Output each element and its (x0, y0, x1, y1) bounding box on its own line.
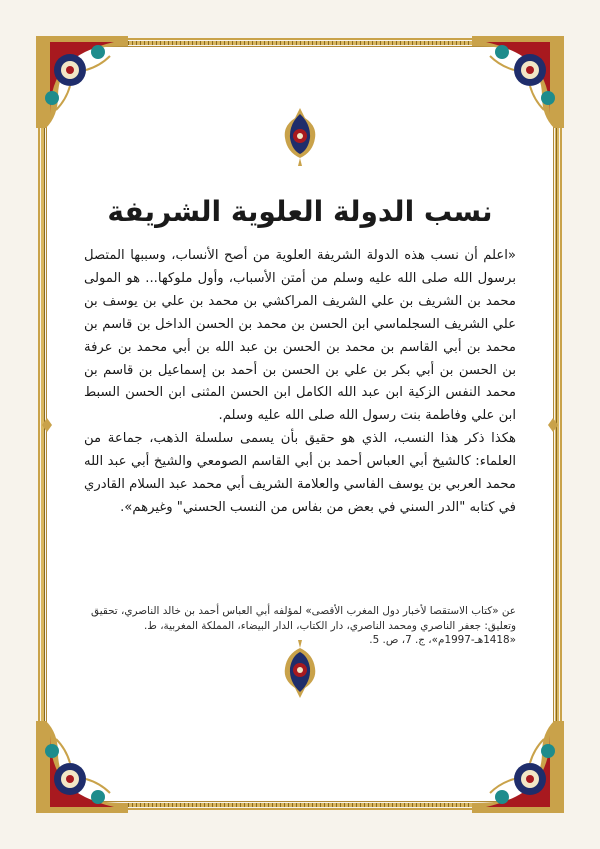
floral-medallion-icon (281, 108, 319, 166)
body-paragraph: هكذا ذكر هذا النسب، الذي هو حقيق بأن يسمى سلسلة الذهب، جماعة من العلماء: كالشيخ أبي العباس أحمد بن أبي القاسم الصومعي والشيخ أبي عبد الله محمد العربي بن يوسف الفاسي والعلامة الشريف أبي محمد عبد السلام القادري في كتابه "الدر السني في بعض من بفاس من النسب الحسني" وغيرهم». (84, 431, 516, 515)
body-paragraph: «اعلم أن نسب هذه الدولة الشريفة العلوية من أصح الأنساب، وسببها المتصل برسول الله صلى الله عليه وسلم من أمتن الأسباب، وأول ملوكها... هو المولى محمد بن الشريف بن علي الشريف المراكشي بن محمد بن علي بن يوسف بن علي الشريف السجلماسي ابن الحسن بن محمد بن الحسن الداخل بن قاسم بن محمد بن أبي القاسم بن محمد بن الحسن بن عبد الله بن أبي محمد بن عرفة بن الحسن بن أبي بكر بن علي بن الحسن بن أحمد بن إسماعيل بن قاسم بن محمد النفس الزكية ابن عبد الله الكامل ابن الحسن المثنى ابن الحسن السبط ابن علي وفاطمة بنت رسول الله صلى الله عليه وسلم. (84, 248, 516, 424)
border-ornament-icon (548, 418, 558, 432)
arabesque-corner-icon (36, 36, 128, 128)
arabesque-corner-icon (36, 721, 128, 813)
floral-medallion-icon (281, 640, 319, 698)
document-body (84, 245, 516, 520)
source-citation: عن «كتاب الاستقصا لأخبار دول المغرب الأقصى» لمؤلفه أبي العباس أحمد بن خالد الناصري، تحقيق وتعليق: جعفر الناصري ومحمد الناصري، دار الكتاب، الدار البيضاء، المملكة المغربية، ط. «1418هـ-1997م»، ج. 7، ص. 5. (91, 605, 516, 646)
arabesque-corner-icon (472, 721, 564, 813)
document-title: نسب الدولة العلوية الشريفة (107, 195, 493, 228)
arabesque-corner-icon (472, 36, 564, 128)
border-ornament-icon (42, 418, 52, 432)
